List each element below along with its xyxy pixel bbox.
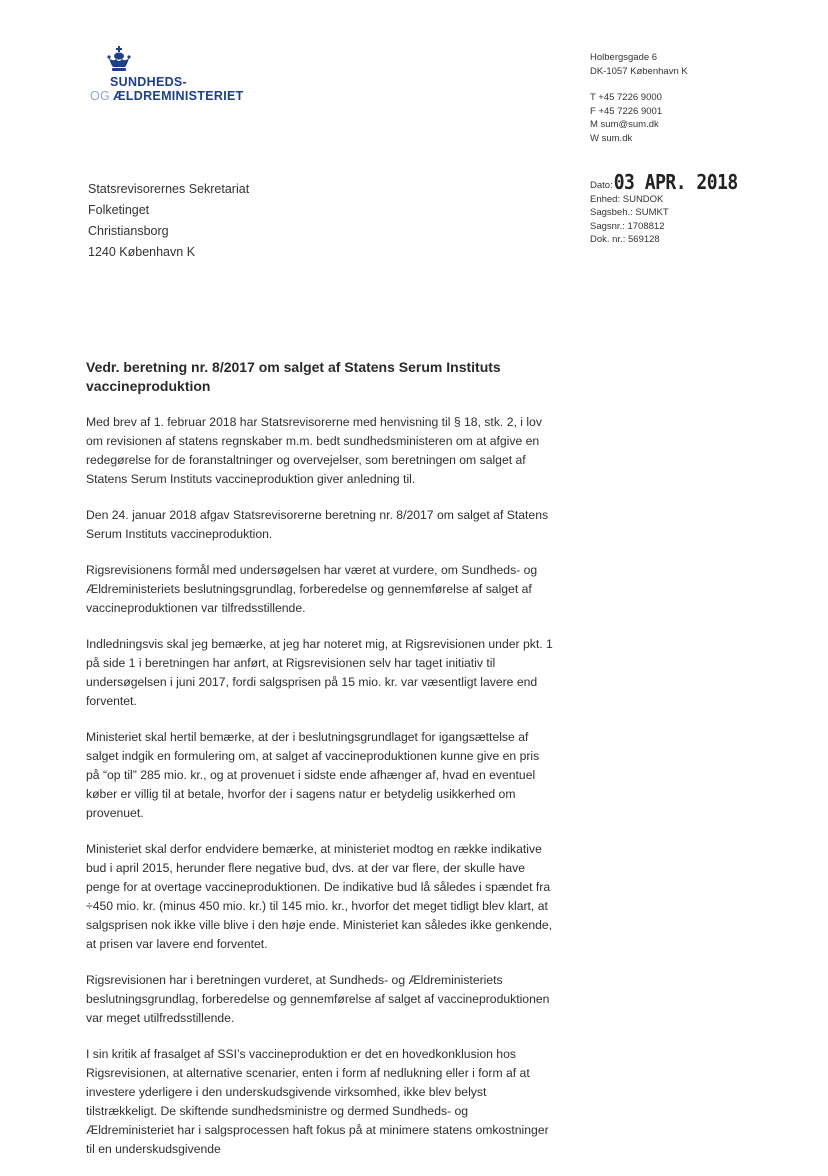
letter-subject: Vedr. beretning nr. 8/2017 om salget af Statens Serum Instituts vaccineproduktion: [86, 359, 501, 394]
logo-og: OG: [90, 89, 111, 103]
recipient-line-2: Folketinget: [88, 203, 150, 217]
meta-sagsbeh: Sagsbeh.: SUMKT: [590, 207, 669, 218]
sender-street: Holbergsgade 6: [590, 52, 658, 63]
meta-doknr: Dok. nr.: 569128: [590, 234, 660, 245]
document-meta: [590, 170, 738, 247]
meta-sagsnr: Sagsnr.: 1708812: [590, 220, 665, 232]
sender-address: [590, 51, 688, 145]
recipient-address: [88, 179, 249, 263]
letter-body: [86, 358, 556, 1176]
paragraph: Rigsrevisionen har i beretningen vurderet, at Sundheds- og Ældreministeriets beslutningsgrundlag, forberedelse og gennemførelse af salget af vaccineproduktionen var meget utilfredsstillende.: [86, 973, 550, 1025]
paragraph: Ministeriet skal hertil bemærke, at der i beslutningsgrundlaget for igangsættelse af salget indgik en formulering om, at salget af vaccineproduktionen kunne give en pris på “op til” 285 mio. kr., og at provenuet i sidste ende afhænger af, hvad en eventuel køber er villig til at betale, hvorfor der i sagens natur er betydelig usikkerhed om provenuet.: [86, 730, 540, 820]
meta-enhed: Enhed: SUNDOK: [590, 193, 664, 205]
sender-fax: F +45 7226 9001: [590, 105, 663, 117]
logo-line-1: SUNDHEDS-: [110, 75, 188, 89]
logo-line-2-text: ÆLDREMINISTERIET: [113, 89, 244, 103]
paragraph: Indledningsvis skal jeg bemærke, at jeg har noteret mig, at Rigsrevisionen under pkt. 1 på side 1 i beretningen har anført, at Rigsrevisionen selv har taget initiativ til undersøgelsen i juni 2017, fordi salgsprisen på 15 mio. kr. var væsentligt lavere end forventet.: [86, 637, 553, 708]
sender-mail: M sum@sum.dk: [590, 119, 659, 130]
date-row: [590, 170, 738, 195]
paragraph: Ministeriet skal derfor endvidere bemærke, at ministeriet modtog en række indikative bud i april 2015, herunder flere negative bud, dvs. at der var flere, der skulle have penge for at overtage vaccineproduktionen. De indikative bud lå således i spændet fra ÷450 mio. kr. (minus 450 mio. kr.) til 145 mio. kr., hvorfor det meget tidligt blev klart, at salgsprisen nok ikke ville blive i den høje ende. Ministeriet kan således ikke genkende, at prisen var lavere end forventet.: [86, 842, 553, 951]
logo-line-2: [90, 89, 244, 103]
sender-web: W sum.dk: [590, 132, 633, 144]
sender-phone: T +45 7226 9000: [590, 92, 662, 103]
recipient-line-4: 1240 København K: [88, 245, 196, 259]
date-stamp: 03 APR. 2018: [613, 170, 738, 195]
paragraph: I sin kritik af frasalget af SSI’s vaccineproduktion er det en hovedkonklusion hos Rigsrevisionen, at alternative scenarier, enten i form af nedlukning eller i form af at investere yderligere i den underskudsgivende virksomhed, ikke blev belyst tilstrækkeligt. De skiftende sundhedsministre og dermed Sundheds- og Ældreministeriet har i salgsprocessen haft fokus på at minimere statens omkostninger til en underskudsgivende: [86, 1047, 549, 1156]
crown-icon: [104, 46, 134, 76]
paragraph: Den 24. januar 2018 afgav Statsrevisorerne beretning nr. 8/2017 om salget af Statens Serum Instituts vaccineproduktion.: [86, 508, 549, 541]
recipient-line-1: Statsrevisorernes Sekretariat: [88, 182, 250, 196]
paragraph: Med brev af 1. februar 2018 har Statsrevisorerne med henvisning til § 18, stk. 2, i lov om revisionen af statens regnskaber m.m. bedt sundhedsministeren om at afgive en redegørelse for de foranstaltninger og overvejelser, som beretningen om salget af Statens Serum Instituts vaccineproduktion giver anledning til.: [86, 415, 542, 486]
sender-city: DK-1057 København K: [590, 65, 688, 77]
paragraph: Rigsrevisionens formål med undersøgelsen har været at vurdere, om Sundheds- og Ældreministeriets beslutningsgrundlag, forberedelse og gennemførelse af salget af vaccineproduktionen var tilfredsstillende.: [86, 563, 538, 615]
date-label: Dato:: [590, 180, 613, 191]
recipient-line-3: Christiansborg: [88, 224, 169, 238]
